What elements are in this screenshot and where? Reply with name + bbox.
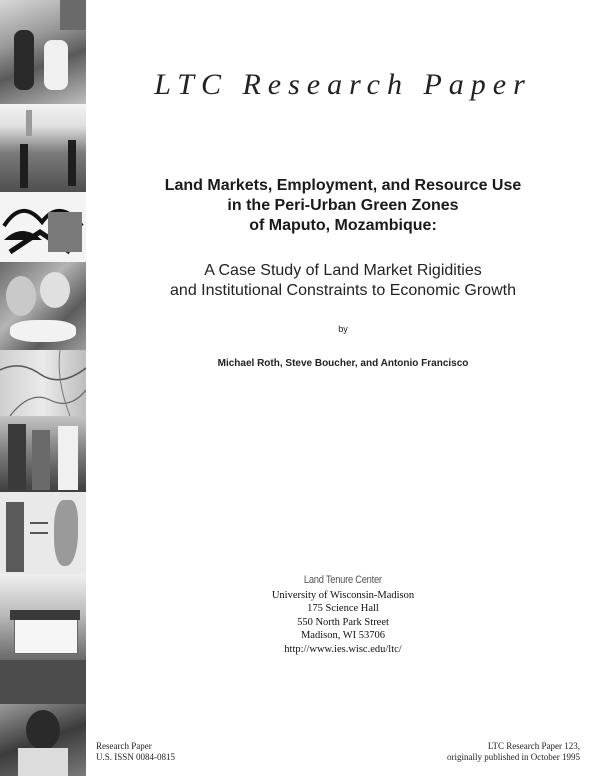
footer-left-line: U.S. ISSN 0084-0815 [96,752,176,762]
paper-title [86,176,600,236]
publisher-line: 175 Science Hall [307,603,379,614]
photo-man-portrait [0,704,86,776]
footer-right [447,741,580,763]
photo-market-women [0,262,86,350]
photo-chart-map [0,492,86,574]
publisher-line: 550 North Park Street [297,616,389,628]
photo-field-tower [0,104,86,192]
ltc-logo: Land Tenure Center [304,574,382,586]
footer-right-line: LTC Research Paper 123, [487,741,580,751]
authors: Michael Roth, Steve Boucher, and Antonio Francisco [217,358,469,369]
footer-left-line: Research Paper [96,741,152,751]
photo-group-standing [0,416,86,492]
ltc-emblem [0,192,86,262]
photo-map [0,350,86,416]
series-title: LTC Research Paper [154,68,532,101]
subtitle-line: and Institutional Constraints to Economic Growth [170,282,516,299]
photo-house-trees [0,574,86,704]
by-label: by [338,324,348,334]
title-line: in the Peri-Urban Green Zones [227,197,459,214]
title-line: Land Markets, Employment, and Resource Use [164,177,522,194]
title-line: of Maputo, Mozambique: [249,217,437,234]
cover-photo-strip [0,0,86,776]
publisher-url: http://www.ies.wisc.edu/ltc/ [284,643,402,655]
subtitle-line: A Case Study of Land Market Rigidities [204,262,482,279]
publisher-line: Madison, WI 53706 [300,630,386,641]
publisher-line: University of Wisconsin-Madison [271,589,415,601]
footer-left [96,741,175,763]
publisher-block [86,574,600,656]
paper-subtitle [86,261,600,301]
footer-right-line: originally published in October 1995 [447,752,580,762]
photo-people-seated [0,0,86,104]
